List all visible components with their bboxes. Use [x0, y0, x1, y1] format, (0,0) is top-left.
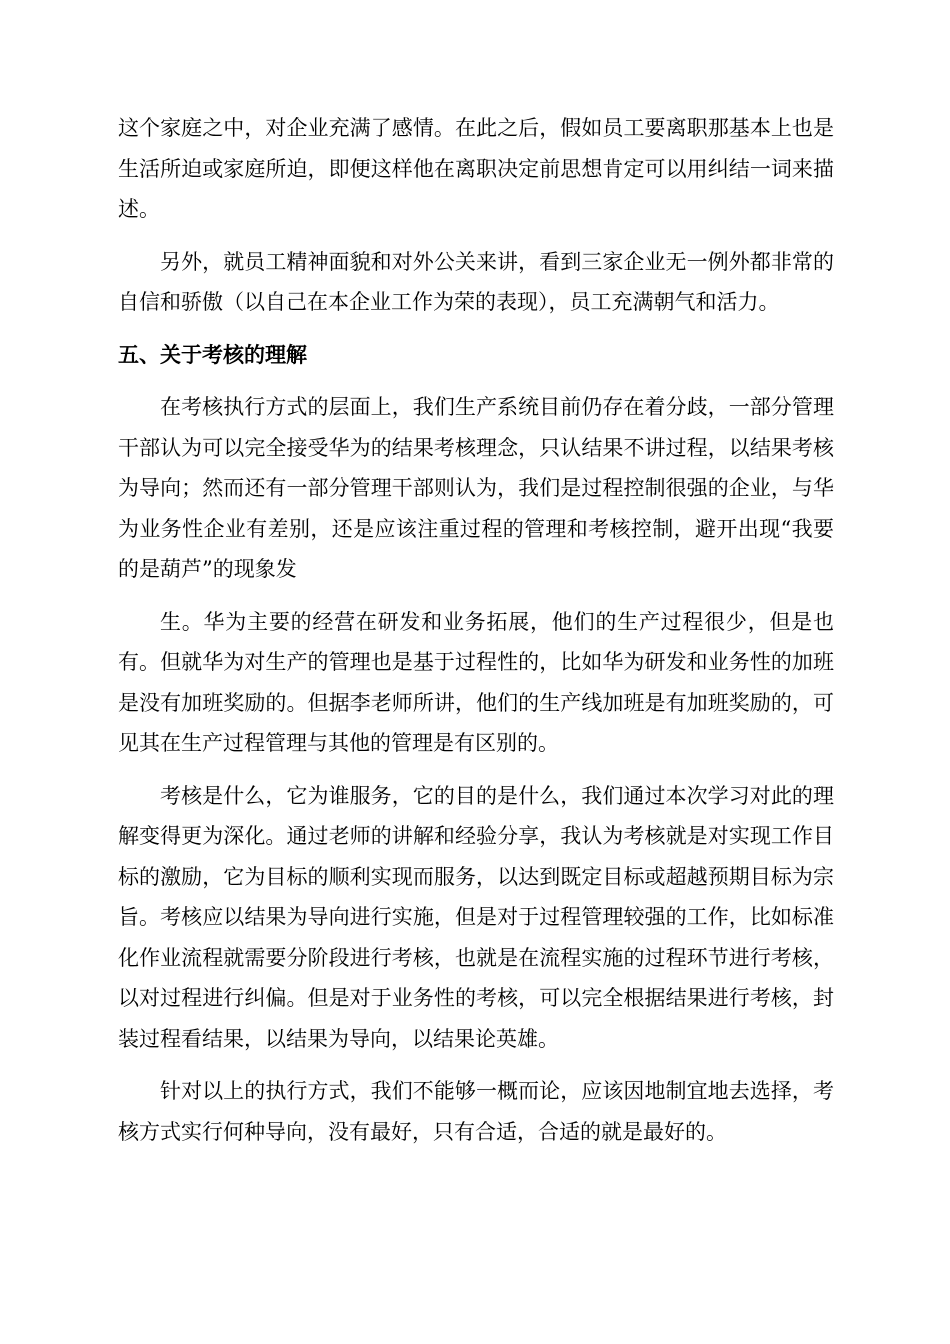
paragraph-employee-spirit: 另外，就员工精神面貌和对外公关来讲，看到三家企业无一例外都非常的自信和骄傲（以自己在本企业工作为荣的表现），员工充满朝气和活力。	[118, 249, 834, 314]
paragraph-conclusion: 针对以上的执行方式，我们不能够一概而论，应该因地制宜地去选择，考核方式实行何种导向，没有最好，只有合适，合适的就是最好的。	[118, 1079, 834, 1144]
paragraph-huawei-production: 生。华为主要的经营在研发和业务拓展，他们的生产过程很少，但是也有。但就华为对生产的管理也是基于过程性的，比如华为研发和业务性的加班是没有加班奖励的。但据李老师所讲，他们的生产线加班是有加班奖励的，可见其在生产过程管理与其他的管理是有区别的。	[118, 609, 834, 755]
paragraph-what-is-assessment: 考核是什么，它为谁服务，它的目的是什么，我们通过本次学习对此的理解变得更为深化。通过老师的讲解和经验分享，我认为考核就是对实现工作目标的激励，它为目标的顺利实现而服务，以达到既定目标或超越预期目标为宗旨。考核应以结果为导向进行实施，但是对于过程管理较强的工作，比如标准化作业流程就需要分阶段进行考核，也就是在流程实施的过程环节进行考核，以对过程进行纠偏。但是对于业务性的考核，可以完全根据结果进行考核，封装过程看结果，以结果为导向，以结果论英雄。	[118, 783, 834, 1051]
paragraph-family-feeling: 这个家庭之中，对企业充满了感情。在此之后，假如员工要离职那基本上也是生活所迫或家庭所迫，即便这样他在离职决定前思想肯定可以用纠结一词来描述。	[118, 116, 834, 221]
document-body	[118, 108, 834, 1164]
section-heading-assessment: 五、关于考核的理解	[118, 342, 307, 367]
paragraph-assessment-execution: 在考核执行方式的层面上，我们生产系统目前仍存在着分歧，一部分管理干部认为可以完全接受华为的结果考核理念，只认结果不讲过程，以结果考核为导向；然而还有一部分管理干部则认为，我们是过程控制很强的企业，与华为业务性企业有差别，还是应该注重过程的管理和考核控制，避开出现“我要的是葫芦”的现象发	[118, 395, 834, 581]
